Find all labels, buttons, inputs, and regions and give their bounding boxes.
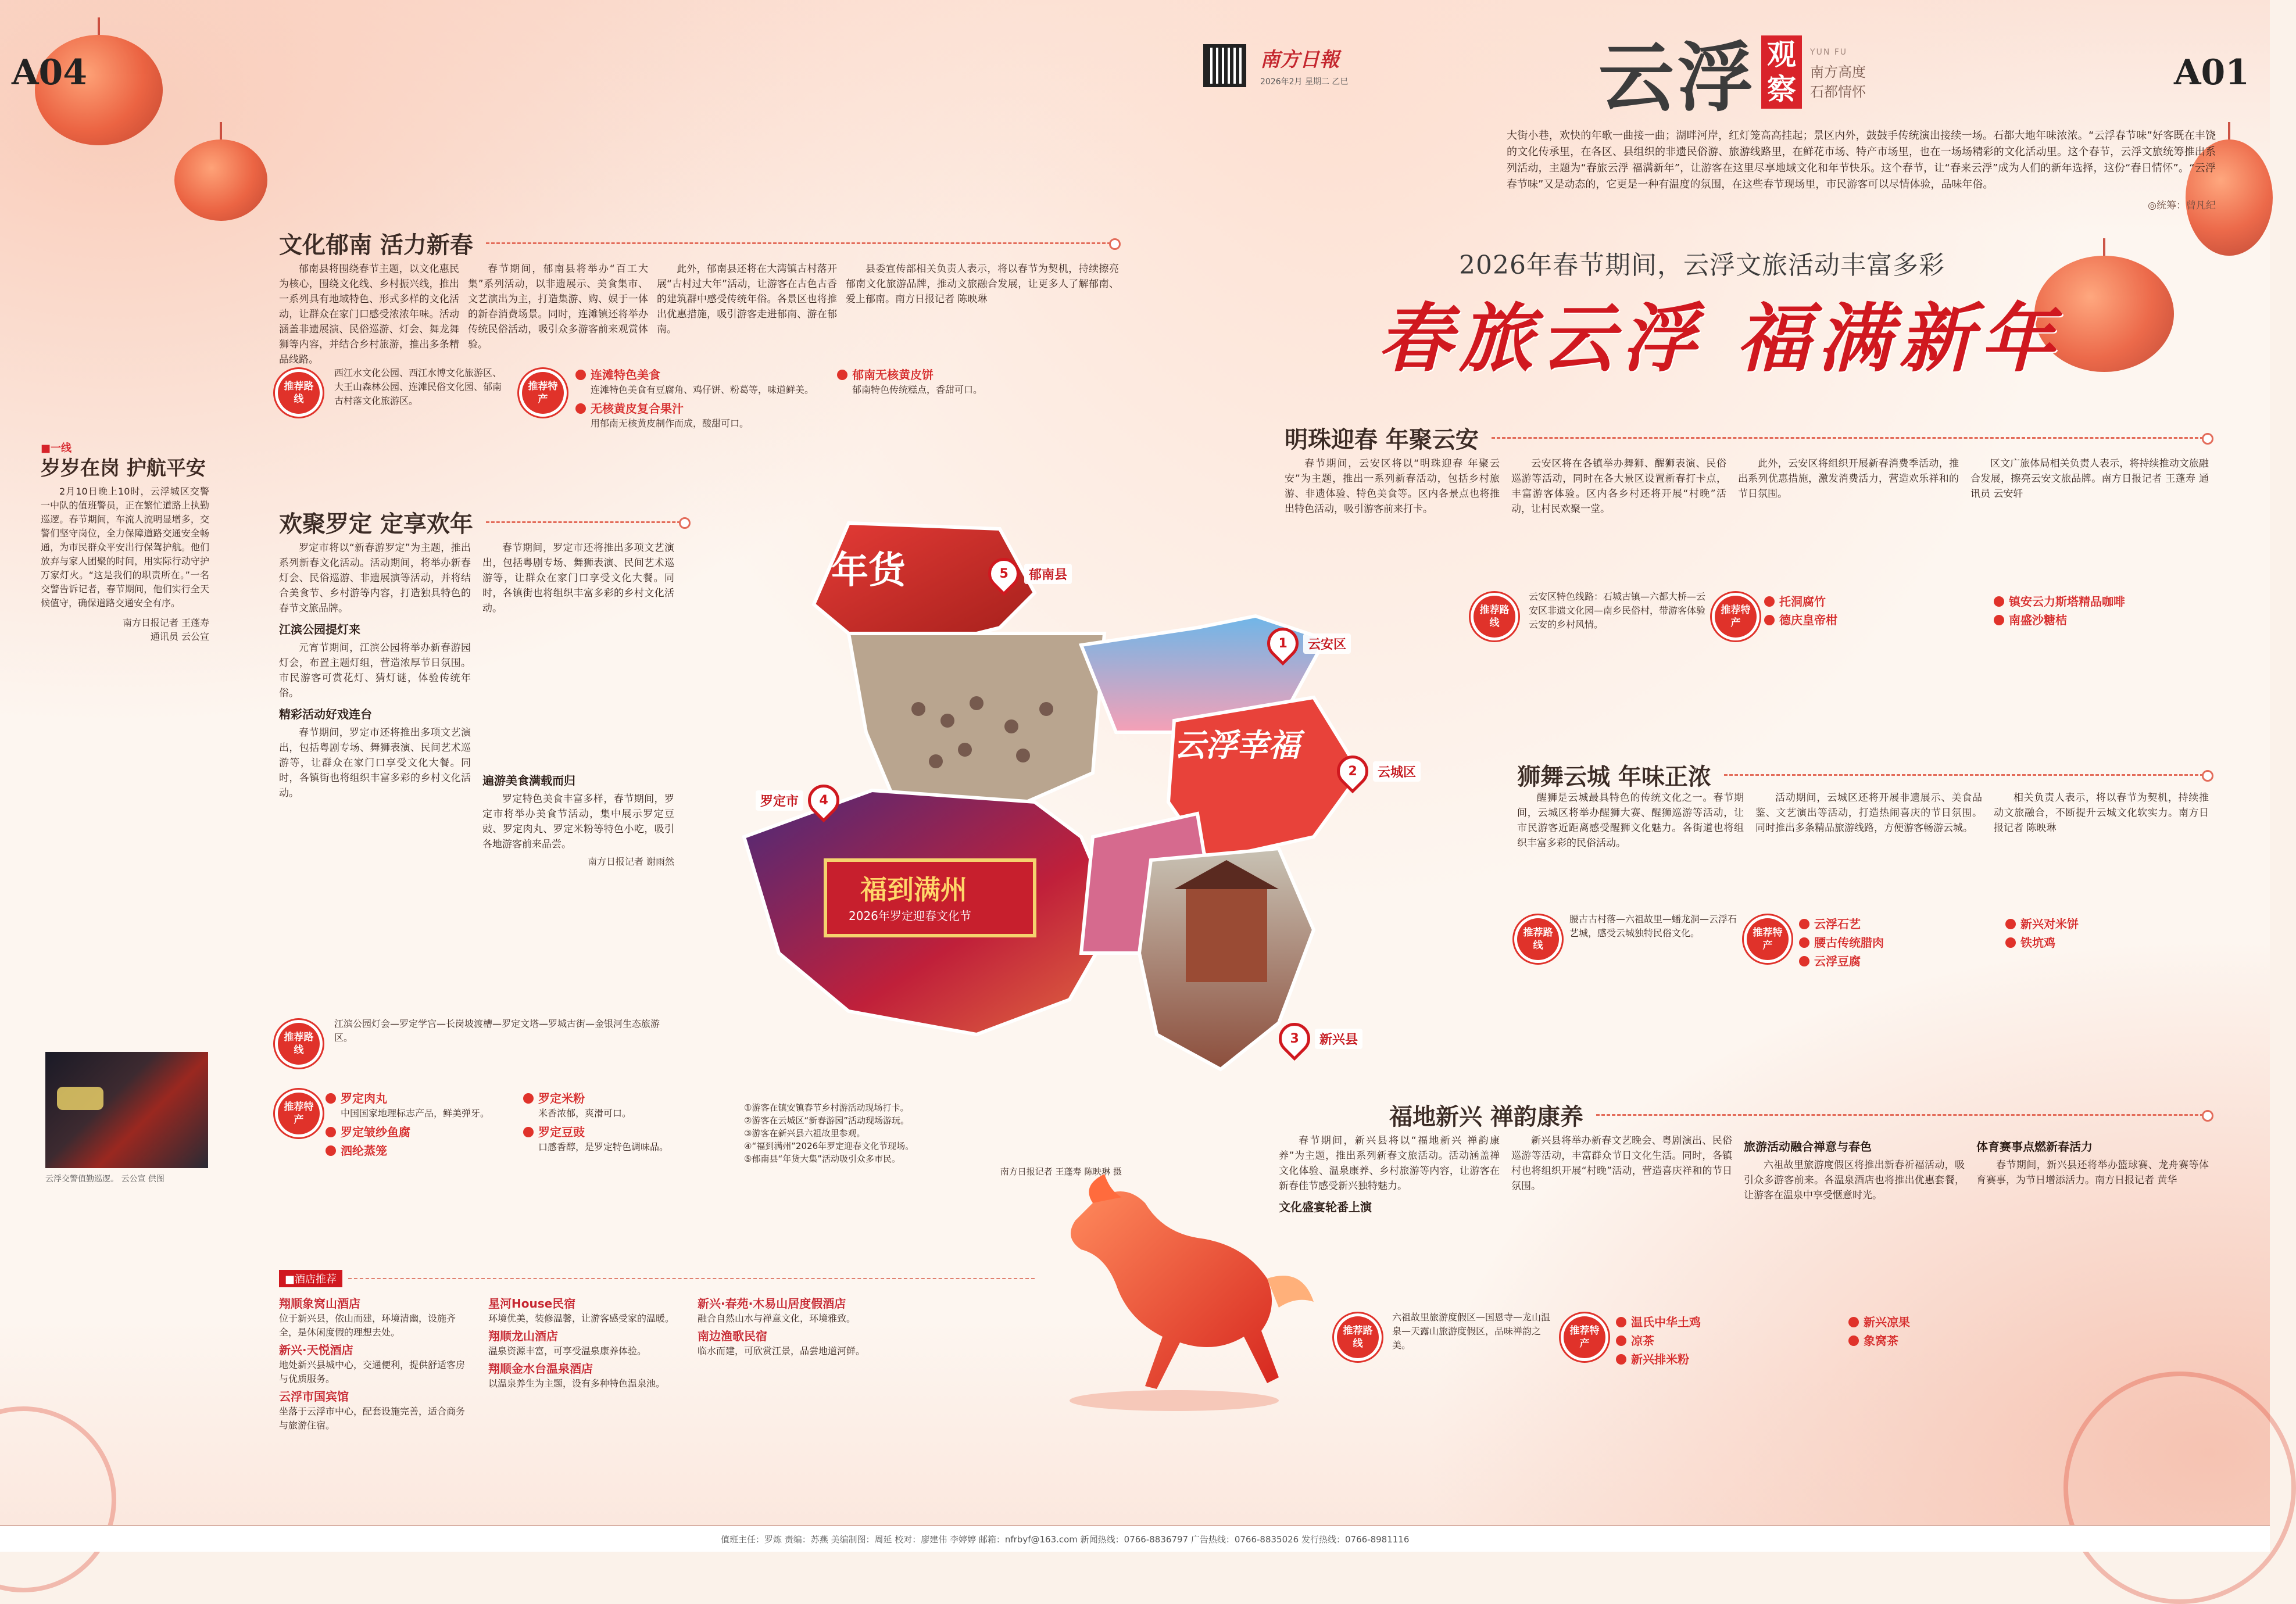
paragraph: 六祖故里旅游度假区将推出新春祈福活动，吸引众多游客前来。各温泉酒店也将推出优惠套餐，让游客在温泉中享受惬意时光。 xyxy=(1744,1159,1965,1201)
hotel-desc: 融合自然山水与禅意文化，环境雅致。 xyxy=(698,1313,856,1324)
recommend-product-yunan-2 xyxy=(837,363,1116,450)
tag-product-yunan-district: 推荐特产 xyxy=(1715,596,1757,638)
traffic-police-photo xyxy=(45,1052,208,1168)
hotel-name: 翔顺龙山酒店 xyxy=(488,1329,558,1343)
subheading: 精彩活动好戏连台 xyxy=(279,707,372,721)
paragraph: 此外，云安区将组织开展新春消费季活动，推出系列优惠措施，激发消费活力，营造欢乐祥和的节日氛围。 xyxy=(1738,458,1959,500)
recommend-product-xinxing-2 xyxy=(1848,1311,2093,1485)
lantern-decoration xyxy=(174,139,267,221)
pin-number: 4 xyxy=(819,793,828,808)
recommend-product-xinxing xyxy=(1616,1311,1837,1485)
product-title: 温氏中华土鸡 xyxy=(1616,1315,1837,1329)
hotel-col-3 xyxy=(698,1293,907,1491)
hotel-desc: 地处新兴县城中心，交通便利，提供舒适客房与优质服务。 xyxy=(279,1359,466,1384)
article-title-text: 福地新兴 禅韵康养 xyxy=(1389,1103,1583,1130)
article-title-text: 欢聚罗定 定享欢年 xyxy=(279,510,473,538)
headline-subtitle: 2026年春节期间，云浮文旅活动丰富多彩 xyxy=(1459,250,1945,280)
hotel-col-1 xyxy=(279,1293,471,1491)
product-title: 新兴凉果 xyxy=(1848,1315,2093,1329)
horse-illustration xyxy=(1023,1168,1325,1418)
recommend-route-yuncheng xyxy=(1569,912,1744,1064)
pin-label: 新兴县 xyxy=(1315,1029,1362,1049)
map-region-yunan-scene xyxy=(849,633,1104,814)
paragraph: 此外，郁南县还将在大湾镇古村落开展“古村过大年”活动，让游客在古色古香的建筑群中感受传统年俗。各景区也将推出优惠措施，吸引游客走进郁南、游在郁南。 xyxy=(657,263,837,335)
pin-marker xyxy=(1331,749,1375,793)
hotel-desc: 温泉资源丰富，可享受温泉康养体验。 xyxy=(488,1345,647,1356)
article-yunan-district-col2 xyxy=(1511,456,1726,581)
title-rule xyxy=(1492,437,2209,439)
section-slogan xyxy=(1810,42,1866,102)
article-title-text: 明珠迎春 年聚云安 xyxy=(1285,426,1479,453)
pin-label: 云安区 xyxy=(1303,633,1351,654)
pin-label: 罗定市 xyxy=(756,790,803,811)
section-header xyxy=(1598,17,1866,126)
qr-code-icon xyxy=(1203,44,1246,87)
subheading: 文化盛宴轮番上演 xyxy=(1279,1200,1372,1214)
article-title-xinxing xyxy=(1389,1098,2209,1132)
recommend-product-luoding-2 xyxy=(523,1087,698,1226)
page-number-left: A04 xyxy=(12,52,88,93)
product-title: 连滩特色美食 xyxy=(575,368,820,382)
article-yuncheng-col1 xyxy=(1517,790,1744,898)
paragraph: 春节期间，新兴县还将举办篮球赛、龙舟赛等体育赛事，为节日增添活力。南方日报记者 黄华 xyxy=(1976,1159,2209,1186)
map-pin-luoding xyxy=(756,785,839,816)
article-yunan-col4 xyxy=(846,262,1119,357)
map-pin-yunan-district xyxy=(1267,628,1351,659)
route-text: 云安区特色线路：石城古镇—六都大桥—云安区非遗文化园—南乡民俗村，带游客体验云安的乡村风情。 xyxy=(1529,591,1706,630)
product-title: 泗纶蒸笼 xyxy=(326,1144,512,1158)
article-title-text: 文化郁南 活力新春 xyxy=(279,231,473,259)
route-text: 江滨公园灯会—罗定学宫—长岗坡渡槽—罗定文塔—罗城古街—金银河生态旅游区。 xyxy=(334,1018,660,1043)
product-title: 新兴排米粉 xyxy=(1616,1352,1837,1366)
product-title: 镇安云力斯塔精品咖啡 xyxy=(1994,595,2215,608)
route-text: 腰古古村落—六祖故里—蟠龙洞—云浮石艺城，感受云城独特民俗文化。 xyxy=(1569,914,1737,939)
article-title-yuncheng xyxy=(1517,758,2209,792)
product-desc: 郁南特色传统糕点，香甜可口。 xyxy=(852,384,983,395)
left-title: 岁岁在岗 护航平安 xyxy=(41,457,206,480)
page-number-right: A01 xyxy=(2174,52,2250,93)
xinxing-archway xyxy=(1186,889,1267,982)
article-luoding-col3 xyxy=(482,767,674,994)
section-tag-2: 察 xyxy=(1767,71,1797,106)
pin-marker xyxy=(1272,1016,1317,1061)
title-rule xyxy=(486,521,686,523)
hotel-label: ■酒店推荐 xyxy=(279,1270,342,1287)
recommend-product-yunan xyxy=(575,363,820,456)
hotel-desc: 以温泉养生为主题，设有多种特色温泉池。 xyxy=(488,1378,666,1389)
map-caption-line: ⑤郁南县“年货大集”活动吸引众多市民。 xyxy=(744,1154,900,1164)
article-xinxing-col2 xyxy=(1511,1133,1732,1308)
product-title: 铁坑鸡 xyxy=(2005,936,2209,950)
article-title-luoding xyxy=(279,506,686,539)
pin-label: 郁南县 xyxy=(1024,564,1072,584)
product-title: 德庆皇帝柑 xyxy=(1764,613,1985,627)
wave-decoration xyxy=(0,1406,116,1592)
section-tag xyxy=(1761,35,1802,109)
left-byline-2: 通讯员 云公宣 xyxy=(150,631,209,642)
byline: 南方日报记者 谢雨然 xyxy=(587,856,674,867)
section-slogan-2: 石都情怀 xyxy=(1810,83,1866,100)
article-xinxing-col3 xyxy=(1744,1133,1965,1308)
intro-paragraph xyxy=(1507,128,2216,214)
route-text: 西江水文化公园、西江水博文化旅游区、大王山森林公园、连滩民俗文化园、郁南古村落文化旅游区。 xyxy=(334,367,502,406)
tag-product-yunan: 推荐特产 xyxy=(522,372,564,414)
product-title: 无核黄皮复合果汁 xyxy=(575,402,820,416)
product-title: 云浮豆腐 xyxy=(1799,954,1997,968)
article-yunan-col3 xyxy=(657,262,837,357)
hotel-desc: 临水而建，可欣赏江景，品尝地道河鲜。 xyxy=(698,1345,866,1356)
subheading: 旅游活动融合禅意与春色 xyxy=(1744,1140,1872,1154)
product-title: 象窝茶 xyxy=(1848,1334,2093,1348)
paragraph: 区文广旅体局相关负责人表示，将持续推动文旅融合发展，擦亮云安文旅品牌。南方日报记者 王蓬寿 通讯员 云安轩 xyxy=(1970,458,2209,500)
recommend-route-yunan-district-text xyxy=(1529,590,1709,718)
paragraph: 春节期间，罗定市还将推出多项文艺演出，包括粤剧专场、舞狮表演、民间艺术巡游等，让群众在家门口享受文化大餐。同时，各镇街也将组织丰富多彩的乡村文化活动。 xyxy=(482,542,674,614)
map-caption-line: ④“福到满州”2026年罗定迎春文化节现场。 xyxy=(744,1141,914,1151)
product-title: 罗定肉丸 xyxy=(326,1091,512,1105)
paragraph: 云安区将在各镇举办舞狮、醒狮表演、民俗巡游等活动，同时在各大景区设置新春打卡点，丰富游客体验。区内各乡村还将开展“村晚”活动，让村民欢聚一堂。 xyxy=(1511,458,1726,515)
paragraph: 相关负责人表示，将以春节为契机，持续推动文旅融合，不断提升云城文化软实力。南方日报记者 陈映琳 xyxy=(1994,792,2209,834)
paragraph: 罗定特色美食丰富多样，春节期间，罗定市将举办美食节活动，集中展示罗定豆豉、罗定肉丸、罗定米粉等特色小吃，吸引各地游客前来品尝。 xyxy=(482,793,674,850)
hotel-desc: 环境优美，装修温馨，让游客感受家的温暖。 xyxy=(488,1313,675,1324)
recommend-product-yunan-district-2 xyxy=(1994,590,2215,718)
wave-decoration xyxy=(2063,1372,2296,1604)
title-rule xyxy=(486,242,1116,244)
left-column-article xyxy=(41,442,209,644)
paragraph: 春节期间，新兴县将以“福地新兴 禅韵康养”为主题，推出系列新春文旅活动。活动涵盖禅文化体验、温泉康养、乡村旅游等内容，让游客在新春佳节感受新兴独特魅力。 xyxy=(1279,1135,1500,1192)
product-title: 腰古传统腊肉 xyxy=(1799,936,1997,950)
map-photo-credit: 南方日报记者 王蓬寿 陈映琳 摄 xyxy=(1000,1166,1122,1177)
masthead-title: 南方日報 xyxy=(1260,48,1339,71)
route-text: 六祖故里旅游度假区—国恩寺—龙山温泉—天露山旅游度假区，品味禅韵之美。 xyxy=(1392,1312,1551,1351)
title-rule xyxy=(1724,774,2209,776)
article-yunan-col1 xyxy=(279,262,459,366)
product-title: 托洞腐竹 xyxy=(1764,595,1985,608)
article-yunan-district-col4 xyxy=(1970,456,2209,581)
intro-text: 大街小巷，欢快的年歌一曲接一曲；湖畔河岸，红灯笼高高挂起；景区内外，鼓鼓手传统演出接续一场。石都大地年味浓浓。“云浮春节味”好客既在丰饶的文化传承里，在各区、县组织的非遗民俗游、旅游线路里，在鲜花市场、特产市场里，也在一场场精彩的文化活动里。这个春节，云浮文旅统筹推出系列活动，主题为“春旅云浮 福满新年”，让游客在这里尽享地域文化和年节快乐。这个春节，让“春来云浮”成为人们的新年选择，这份“春日情怀”。“云浮春节味”又是动态的，它更是一种有温度的氛围，在这些春节现场里，市民游客可以尽情体验，品味年俗。 xyxy=(1507,130,2216,191)
headline-title: 春旅云浮 福满新年 xyxy=(1378,295,2062,382)
product-title: 郁南无核黄皮饼 xyxy=(837,368,1116,382)
hotel-desc: 位于新兴县，依山而建，环境清幽，设施齐全，是休闲度假的理想去处。 xyxy=(279,1313,456,1338)
article-xinxing-col4 xyxy=(1976,1133,2209,1308)
product-title: 罗定皱纱鱼腐 xyxy=(326,1125,512,1139)
product-desc: 口感香醇，是罗定特色调味品。 xyxy=(538,1141,669,1152)
paragraph: 醒狮是云城最具特色的传统文化之一。春节期间，云城区将举办醒狮大赛、醒狮巡游等活动，让市民游客近距离感受醒狮文化魅力。各街道也将组织丰富多彩的民俗活动。 xyxy=(1517,792,1744,849)
pin-label: 云城区 xyxy=(1373,761,1421,782)
hotel-name: 翔顺象窝山酒店 xyxy=(279,1297,360,1311)
article-title-yunan-district xyxy=(1285,421,2209,454)
banner-yunan: 年货 xyxy=(831,549,906,592)
tag-route-yunan-district: 推荐路线 xyxy=(1474,596,1515,638)
article-yunan-col2 xyxy=(468,262,648,357)
recommend-route-xinxing xyxy=(1392,1311,1555,1485)
subheading: 体育赛事点燃新春活力 xyxy=(1976,1140,2093,1154)
paragraph: 春节期间，云安区将以“明珠迎春 年聚云安”为主题，推出一系列新春活动，包括乡村旅游、非遗体验、特色美食等。区内各景点也将推出特色活动，吸引游客前来打卡。 xyxy=(1285,458,1500,515)
left-kicker: ■一线 xyxy=(41,442,72,454)
banner-luoding-sub: 2026年罗定迎春文化节 xyxy=(849,909,971,923)
hotel-name: 新兴·春苑·木易山居度假酒店 xyxy=(698,1297,846,1311)
hotel-desc: 坐落于云浮市中心，配套设施完善，适合商务与旅游住宿。 xyxy=(279,1406,466,1431)
pin-marker xyxy=(982,552,1026,596)
pin-number: 1 xyxy=(1278,636,1288,651)
title-rule xyxy=(1596,1114,2209,1116)
product-title: 新兴对米饼 xyxy=(2005,917,2209,931)
product-title: 南盛沙糖桔 xyxy=(1994,613,2215,627)
paragraph: 郁南县将围绕春节主题，以文化惠民为核心，围绕文化线、乡村振兴线，推出一系列具有地域特色、形式多样的文化活动，让群众在家门口感受浓浓年味。活动涵盖非遗展演、民俗巡游、灯会、舞龙舞狮等内容，并结合乡村旅游，推出多条精品线路。 xyxy=(279,263,459,366)
article-luoding-col2 xyxy=(482,540,674,785)
recommend-route-yunan xyxy=(334,366,509,453)
tag-route-yunan: 推荐路线 xyxy=(278,372,320,414)
hotel-name: 翔顺金水台温泉酒店 xyxy=(488,1362,593,1376)
photo-light xyxy=(57,1087,103,1110)
section-slogan-1: 南方高度 xyxy=(1810,63,1866,80)
product-title: 罗定米粉 xyxy=(523,1091,698,1105)
recommend-product-luoding xyxy=(326,1087,512,1226)
masthead xyxy=(1203,44,1348,87)
tag-product-luoding: 推荐特产 xyxy=(278,1093,320,1134)
product-title: 云浮石艺 xyxy=(1799,917,1997,931)
subheading: 江滨公园提灯来 xyxy=(279,622,360,636)
paragraph: 春节期间，罗定市还将推出多项文艺演出，包括粤剧专场、舞狮表演、民间艺术巡游等，让群众在家门口享受文化大餐。同时，各镇街也将组织丰富多彩的乡村文化活动。 xyxy=(279,727,471,799)
paragraph: 县委宣传部相关负责人表示，将以春节为契机，持续擦亮郁南文化旅游品牌，推动文旅融合发展，让更多人了解郁南、爱上郁南。南方日报记者 陈映琳 xyxy=(846,263,1119,305)
product-desc: 中国国家地理标志产品，鲜美弹牙。 xyxy=(341,1108,490,1119)
tag-route-luoding: 推荐路线 xyxy=(278,1023,320,1065)
product-desc: 用郁南无核黄皮制作而成，酸甜可口。 xyxy=(591,418,749,429)
recommend-route-luoding xyxy=(334,1017,666,1081)
section-en: YUN FU xyxy=(1810,47,1848,57)
pin-marker xyxy=(1261,621,1305,665)
hotel-name: 星河House民宿 xyxy=(488,1297,576,1311)
hotel-name: 云浮市国宾馆 xyxy=(279,1390,349,1404)
map-caption xyxy=(744,1101,1122,1178)
hotel-name: 南边渔歌民宿 xyxy=(698,1329,767,1343)
article-yuncheng-col2 xyxy=(1755,790,1982,898)
recommend-product-yuncheng xyxy=(1799,912,1997,1064)
page-footer: 值班主任：罗炼 责编：苏燕 美编制图：周延 校对：廖建伟 李婷婷 邮箱：nfrbyf@163.com 新闻热线：0766-8836797 广告热线：0766-8835026 发行热线：0766-8981116 xyxy=(0,1525,2270,1552)
section-name: 云浮 xyxy=(1598,33,1757,122)
paragraph: 新兴县将举办新春文艺晚会、粤剧演出、民俗巡游等活动，丰富群众节日文化生活。同时，各镇村也将组织开展“村晚”活动，营造喜庆祥和的节日氛围。 xyxy=(1511,1135,1732,1192)
article-yuncheng-col3 xyxy=(1994,790,2209,898)
product-title: 罗定豆豉 xyxy=(523,1125,698,1139)
map-caption-line: ①游客在镇安镇春节乡村游活动现场打卡。 xyxy=(744,1102,909,1113)
article-title-text: 狮舞云城 年味正浓 xyxy=(1517,763,1711,790)
map-pin-yuncheng xyxy=(1337,756,1421,787)
article-title-yunan xyxy=(279,227,1116,260)
hotel-name: 新兴·天悦酒店 xyxy=(279,1343,353,1357)
hotel-rule xyxy=(348,1278,1035,1279)
map-pin-xinxing xyxy=(1279,1023,1362,1054)
pin-number: 2 xyxy=(1348,764,1357,779)
left-text: 2月10日晚上10时，云浮城区交警一中队的值班警员，正在繁忙道路上执勤巡逻。春节期间，车流人流明显增多，交警们坚守岗位，全力保障道路交通安全畅通，为市民群众平安出行保驾护航。他们放弃与家人团聚的时间，用实际行动守护万家灯火。“这是我们的职责所在。”一名交警告诉记者，春节期间，他们实行全天候值守，确保道路交通安全有序。 xyxy=(41,486,209,608)
product-title: 凉茶 xyxy=(1616,1334,1837,1348)
article-yunan-district-col1 xyxy=(1285,456,1500,581)
pin-number: 3 xyxy=(1290,1031,1299,1046)
hotel-col-2 xyxy=(488,1293,680,1491)
article-yunan-district-col3 xyxy=(1738,456,1959,581)
tag-route-yuncheng: 推荐路线 xyxy=(1517,918,1559,960)
paragraph: 罗定市将以“新春游罗定”为主题，推出系列新春文化活动。活动期间，将举办新春灯会、民俗巡游、非遗展演等活动，并将结合美食节、乡村游等内容，打造独具特色的春节文旅品牌。 xyxy=(279,542,471,614)
recommend-product-yuncheng-2 xyxy=(2005,912,2209,1064)
left-photo-caption: 云浮交警值勤巡逻。 云公宣 供图 xyxy=(45,1175,164,1184)
pin-number: 5 xyxy=(999,566,1008,581)
section-tag-1: 观 xyxy=(1767,37,1797,71)
paragraph: 元宵节期间，江滨公园将举办新春游园灯会，布置主题灯组，营造浓厚节日氛围。市民游客可赏花灯、猜灯谜，体验传统年俗。 xyxy=(279,642,471,699)
map-pin-yunan xyxy=(988,558,1072,589)
product-desc: 连滩特色美食有豆腐角、鸡仔饼、粉葛等，味道鲜美。 xyxy=(591,384,814,395)
map-caption-line: ③游客在新兴县六祖故里参观。 xyxy=(744,1128,866,1138)
article-luoding-col1 xyxy=(279,540,471,994)
banner-yuncheng: 云浮幸福 xyxy=(1174,726,1300,764)
tag-route-xinxing: 推荐路线 xyxy=(1337,1316,1379,1358)
subheading: 遍游美食满载而归 xyxy=(482,774,575,787)
left-byline-1: 南方日报记者 王蓬寿 xyxy=(122,617,209,628)
left-byline xyxy=(41,616,209,644)
paragraph: 春节期间，郁南县将举办“百工大集”系列活动，以非遗展示、美食集市、文艺演出为主，打造集游、购、娱于一体的新春消费场景。同时，连滩镇还将举办传统民俗活动，吸引众多游客前来观赏体验。 xyxy=(468,263,648,350)
recommend-product-yunan-district xyxy=(1764,590,1985,718)
pin-marker xyxy=(802,778,846,822)
map-caption-line: ②游客在云城区“新春游园”活动现场游玩。 xyxy=(744,1115,909,1126)
tag-product-xinxing: 推荐特产 xyxy=(1564,1316,1605,1358)
tag-product-yuncheng: 推荐特产 xyxy=(1747,918,1789,960)
intro-author: ◎统筹：曾凡纪 xyxy=(2148,200,2216,212)
hotel-section-header xyxy=(279,1270,1035,1287)
masthead-date: 2026年2月 星期二 乙巳 xyxy=(1260,77,1349,87)
paragraph: 活动期间，云城区还将开展非遗展示、美食品鉴、文艺演出等活动，打造热闹喜庆的节日氛围。同时推出多条精品旅游线路，方便游客畅游云城。 xyxy=(1755,792,1982,834)
product-desc: 米香浓郁，爽滑可口。 xyxy=(538,1108,632,1119)
banner-luoding: 福到满州 xyxy=(860,874,967,905)
